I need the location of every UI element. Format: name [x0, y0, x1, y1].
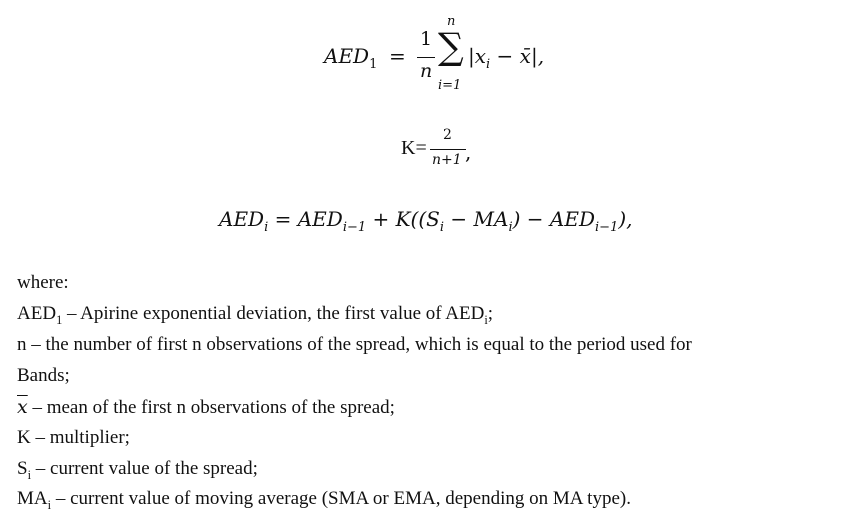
formula1-lhs: $AED_1$ [324, 44, 378, 72]
formula1-fraction-denominator: n [420, 60, 433, 82]
n-definition-continued: Bands; [17, 365, 70, 386]
xbar-definition: $\overline{x}$ – mean of the first n observations of the spread; [17, 396, 395, 418]
summation-upper-limit: n [447, 14, 456, 29]
formula1-equals: = [389, 44, 406, 68]
formula2-fraction-bar [430, 149, 466, 150]
formula2-lhs: K= [401, 137, 427, 159]
summation-lower-limit: i=1 [438, 78, 462, 93]
formula1-fraction-numerator: 1 [420, 28, 433, 50]
formula1-fraction-bar [417, 57, 435, 58]
where-label: where: [17, 272, 69, 293]
formula2-comma: , [465, 140, 472, 164]
summation-symbol: ∑ [438, 26, 464, 69]
k-definition: K – multiplier; [17, 427, 130, 448]
formula2-denominator: n+1 [432, 152, 462, 168]
ma-definition: $MA_i$ – current value of moving average (SMA or EMA, depending on MA type). [17, 488, 631, 512]
formula1-summand: $|x_i$ − x̄|, [468, 44, 545, 72]
aed1-definition: $AED_1$ – Apirine exponential deviation, the first value of $AED_i$; [17, 303, 494, 327]
formula2-numerator: 2 [443, 127, 452, 143]
n-definition: n – the number of first n observations of the spread, which is equal to the period used for [17, 334, 692, 355]
s-definition: $S_i$ – current value of the spread; [17, 458, 258, 482]
formula3: $AED_i = AED_{i-1} + K((S_i - MA_i) - AED_{i-1})$, [219, 207, 633, 235]
